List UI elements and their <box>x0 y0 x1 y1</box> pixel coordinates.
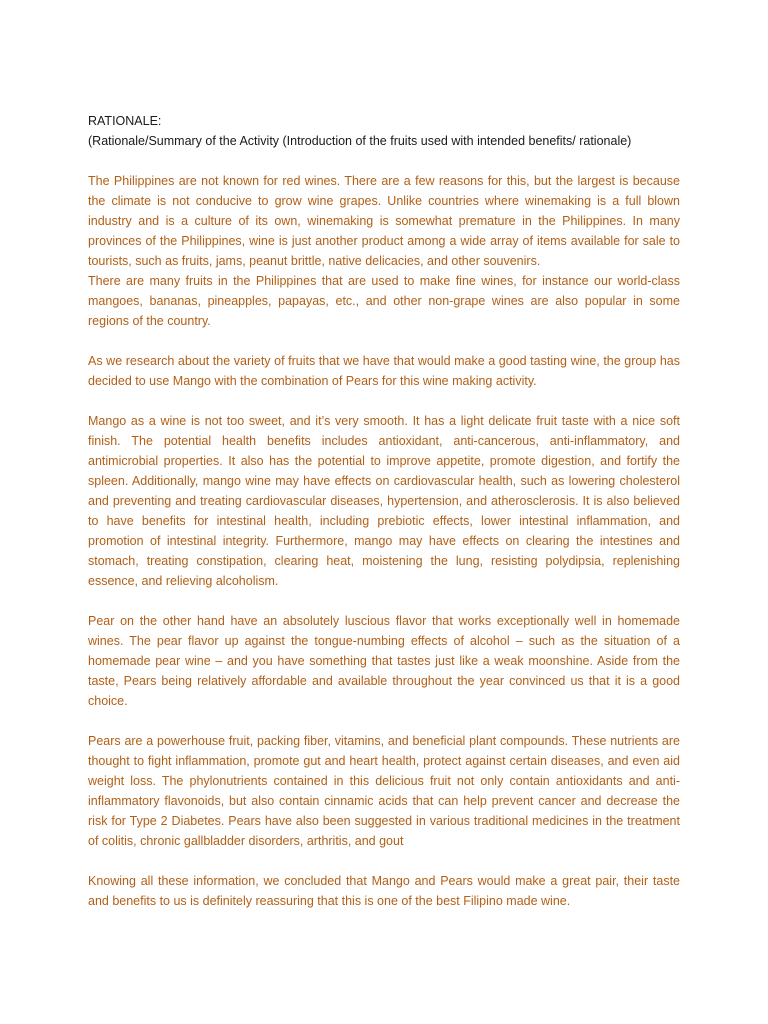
document-title: RATIONALE: <box>88 114 162 128</box>
document-subtitle: (Rationale/Summary of the Activity (Introduction of the fruits used with intended benefits/ rationale) <box>88 134 632 148</box>
paragraph-conclusion: Knowing all these information, we concluded that Mango and Pears would make a great pair, their taste and benefits to us is definitely reassuring that this is one of the best Filipino made wine. <box>88 874 680 908</box>
paragraph-philippine-fruits: There are many fruits in the Philippines that are used to make fine wines, for instance our world-class mangoes, bananas, pineapples, papayas, etc., and other non-grape wines are also popular in some regions of the country. <box>88 274 680 328</box>
paragraph-fruit-choice: As we research about the variety of fruits that we have that would make a good tasting wine, the group has decided to use Mango with the combination of Pears for this wine making activity. <box>88 354 680 388</box>
paragraph-philippines-wine: The Philippines are not known for red wines. There are a few reasons for this, but the largest is because the climate is not conducive to grow wine grapes. Unlike countries where winemaking is a full blown industry and is a culture of its own, winemaking is somewhat premature in the Philippines. In many provinces of the Philippines, wine is just another product among a wide array of items available for sale to tourists, such as fruits, jams, peanut brittle, native delicacies, and other souvenirs. <box>88 174 680 268</box>
paragraph-pear-benefits: Pears are a powerhouse fruit, packing fiber, vitamins, and beneficial plant compounds. These nutrients are thought to fight inflammation, promote gut and heart health, protect against certain diseases, and even aid weight loss. The phylonutrients contained in this delicious fruit not only contain antioxidants and anti-inflammatory flavonoids, but also contain cinnamic acids that can help prevent cancer and decrease the risk for Type 2 Diabetes. Pears have also been suggested in various traditional medicines in the treatment of colitis, chronic gallbladder disorders, arthritis, and gout <box>88 734 680 848</box>
document-page <box>88 111 680 911</box>
paragraph-pear-flavor: Pear on the other hand have an absolutely luscious flavor that works exceptionally well in homemade wines. The pear flavor up against the tongue-numbing effects of alcohol – such as the situation of a homemade pear wine – and you have something that tastes just like a weak moonshine. Aside from the taste, Pears being relatively affordable and available throughout the year convinced us that it is a good choice. <box>88 614 680 708</box>
paragraph-mango-wine: Mango as a wine is not too sweet, and it’s very smooth. It has a light delicate fruit taste with a nice soft finish. The potential health benefits includes antioxidant, anti-cancerous, anti-inflammatory, and antimicrobial properties. It also has the potential to improve appetite, promote digestion, and fortify the spleen. Additionally, mango wine may have effects on cardiovascular health, such as lowering cholesterol and preventing and treating cardiovascular diseases, hypertension, and atherosclerosis. It is also believed to have benefits for intestinal health, including prebiotic effects, lower intestinal inflammation, and promotion of intestinal integrity. Furthermore, mango may have effects on clearing the intestines and stomach, treating constipation, clearing heat, moistening the lung, resisting polydipsia, replenishing essence, and relieving alcoholism. <box>88 414 680 588</box>
